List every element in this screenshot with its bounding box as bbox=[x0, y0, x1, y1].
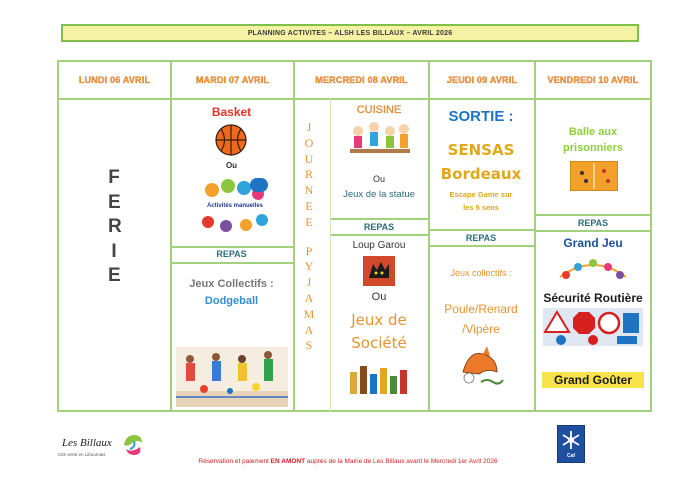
ferie-letter: F bbox=[108, 167, 120, 188]
cuisine-label: CUISINE bbox=[356, 104, 402, 116]
journee-pyjamas-vertical bbox=[302, 120, 316, 354]
row-divider bbox=[170, 246, 293, 248]
snowflake-icon bbox=[558, 429, 584, 451]
securite-routiere-label: Sécurité Routière bbox=[543, 291, 643, 305]
jeux-societe-label-2: Société bbox=[351, 334, 407, 352]
vertical-letter: P bbox=[305, 243, 313, 258]
vertical-letter: Y bbox=[304, 259, 314, 274]
poule-renard-label-2: /Vipère bbox=[462, 322, 500, 336]
day-header-tuesday: MARDI 07 AVRIL bbox=[195, 75, 270, 85]
notice-emphasis: EN AMONT bbox=[270, 458, 306, 465]
vertical-letter: U bbox=[304, 151, 314, 166]
billaux-logo-name: Les Billaux bbox=[62, 437, 112, 449]
grid-divider bbox=[293, 60, 295, 412]
sortie-label: SORTIE : bbox=[448, 108, 514, 125]
fox-hen-snake-icon bbox=[457, 342, 505, 388]
row-divider bbox=[534, 214, 652, 216]
vertical-letter: E bbox=[305, 198, 313, 213]
vertical-letter: S bbox=[305, 338, 313, 353]
billaux-logo-tagline: Cité verte en Libournais bbox=[58, 452, 106, 457]
grand-jeu-children-icon bbox=[556, 253, 630, 283]
day-header-thursday: JEUDI 09 AVRIL bbox=[446, 75, 518, 85]
grand-jeu-label: Grand Jeu bbox=[563, 236, 623, 250]
vertical-letter: J bbox=[306, 120, 312, 134]
caf-logo bbox=[557, 425, 585, 463]
notice-text: auprès de la Mairie de Les Billaux avant le Mercredi 1er Avril 2026 bbox=[305, 458, 498, 465]
ferie-letter: R bbox=[108, 216, 122, 237]
balle-prisonniers-label-2: prisonniers bbox=[563, 142, 623, 154]
repas-label: REPAS bbox=[465, 233, 497, 243]
dodgeball-label: Dodgeball bbox=[204, 295, 259, 307]
vertical-letter: O bbox=[304, 135, 314, 150]
vertical-letter: J bbox=[306, 275, 312, 290]
board-game-pieces-icon bbox=[346, 360, 410, 396]
poule-renard-label-1: Poule/Renard bbox=[444, 302, 518, 316]
road-signs-icon bbox=[543, 308, 643, 346]
jeux-collectifs-label: Jeux collectifs : bbox=[450, 268, 512, 278]
billaux-logo-icon bbox=[122, 433, 144, 457]
row-divider bbox=[534, 230, 652, 232]
row-divider bbox=[428, 229, 534, 231]
grid-divider bbox=[330, 98, 331, 412]
page-title: PLANNING ACTIVITES – ALSH LES BILLAUX – AVRIL 2026 bbox=[61, 24, 639, 42]
row-divider bbox=[170, 262, 293, 264]
bordeaux-label: Bordeaux bbox=[440, 165, 522, 183]
header-divider bbox=[57, 98, 652, 100]
row-divider bbox=[330, 218, 428, 220]
row-divider bbox=[330, 234, 428, 236]
repas-label: REPAS bbox=[577, 218, 609, 228]
notice-text: Réservation et paiement bbox=[198, 458, 271, 465]
or-label: Ou bbox=[372, 174, 385, 184]
reservation-notice bbox=[148, 458, 548, 465]
ferie-letter: I bbox=[111, 240, 117, 262]
day-header-monday: LUNDI 06 AVRIL bbox=[78, 75, 151, 85]
vertical-letter: M bbox=[303, 306, 315, 321]
day-header-friday: VENDREDI 10 AVRIL bbox=[547, 75, 639, 85]
jeux-statue-label: Jeux de la statue bbox=[343, 189, 415, 200]
balle-prisonniers-label-1: Balle aux bbox=[568, 126, 618, 138]
escape-game-label-1: Escape Game sur bbox=[449, 190, 513, 199]
jeux-collectifs-label: Jeux Collectifs : bbox=[189, 278, 274, 290]
sensas-label: SENSAS bbox=[447, 141, 515, 159]
day-header-wednesday: MERCREDI 08 AVRIL bbox=[315, 75, 408, 85]
ferie-letter: E bbox=[108, 191, 121, 213]
ferie-letter: E bbox=[108, 265, 121, 286]
jeux-societe-label-1: Jeux de bbox=[351, 311, 407, 329]
escape-game-label-2: les 5 sens bbox=[463, 203, 499, 212]
ferie-vertical-text bbox=[108, 166, 120, 289]
or-label: Ou bbox=[371, 291, 387, 303]
loup-garou-icon bbox=[363, 256, 395, 286]
repas-label: REPAS bbox=[363, 222, 395, 232]
loup-garou-label: Loup Garou bbox=[352, 240, 406, 251]
repas-label: REPAS bbox=[216, 249, 247, 259]
vertical-letter: N bbox=[304, 183, 314, 198]
caf-logo-label: Caf bbox=[566, 453, 576, 459]
basketball-icon bbox=[214, 123, 248, 157]
vertical-letter: A bbox=[304, 290, 314, 305]
dodgeball-players-image bbox=[176, 347, 288, 407]
basket-label: Basket bbox=[211, 105, 252, 119]
vertical-letter: A bbox=[304, 322, 314, 337]
row-divider bbox=[428, 245, 534, 247]
cooking-children-icon bbox=[348, 119, 412, 159]
vertical-letter: E bbox=[305, 214, 313, 229]
grand-gouter-label: Grand Goûter bbox=[542, 372, 644, 388]
vertical-letter: R bbox=[304, 167, 313, 182]
prisonniers-field-icon bbox=[570, 161, 618, 191]
activites-manuelles-label: Activités manuelles bbox=[206, 203, 264, 209]
or-label: Ou bbox=[225, 161, 238, 170]
